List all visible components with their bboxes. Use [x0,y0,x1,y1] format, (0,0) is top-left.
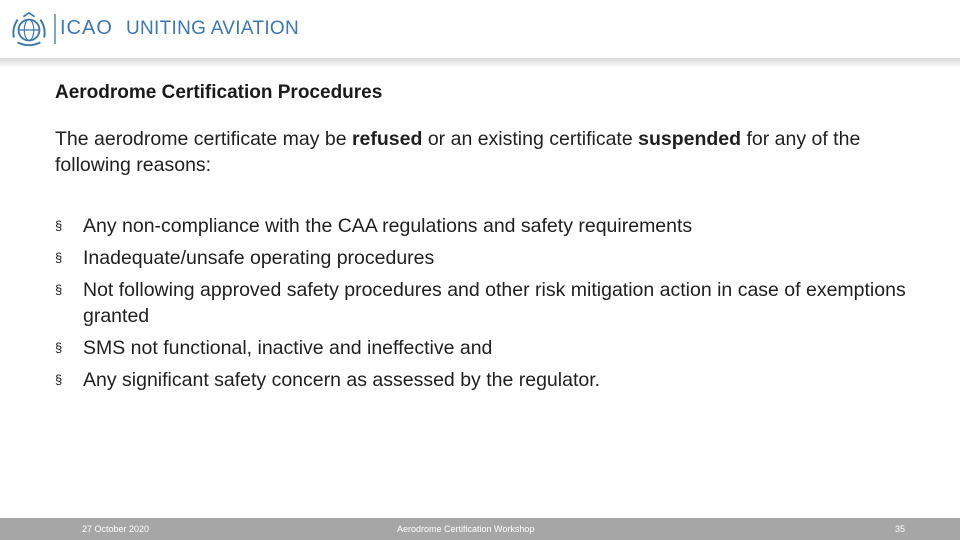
slide-header [0,0,960,58]
slide-title: Aerodrome Certification Procedures [55,82,383,103]
bullet-marker-icon: § [55,340,63,355]
reasons-list [55,213,915,399]
intro-text-3: for any of the following reasons: [55,128,861,176]
list-item-text: Any significant safety concern as assessed by the regulator. [83,369,601,391]
list-item [55,277,915,329]
intro-bold-suspended: suspended [638,128,742,150]
list-item-text: Not following approved safety procedures and other risk mitigation action in case of exemptions granted [83,279,906,327]
list-item [55,213,915,239]
footer-date: 27 October 2020 [82,524,150,534]
bullet-marker-icon: § [55,372,63,387]
list-item [55,335,915,361]
footer-event-name: Aerodrome Certification Workshop [397,524,535,534]
slide-footer [0,518,960,540]
brand-slogan: UNITING AVIATION [126,18,299,39]
page-number: 35 [895,524,906,534]
bullet-marker-icon: § [55,282,63,297]
intro-text-2: or an existing certificate [422,128,639,150]
intro-text-1: The aerodrome certificate may be [55,128,352,150]
list-item-text: SMS not functional, inactive and ineffective and [83,337,493,359]
list-item-text: Inadequate/unsafe operating procedures [83,247,435,269]
list-item [55,367,915,393]
header-shadow [0,58,960,68]
intro-paragraph [55,126,915,178]
list-item-text: Any non-compliance with the CAA regulations and safety requirements [83,215,693,237]
brand-divider [54,14,56,44]
list-item [55,245,915,271]
brand-acronym: ICAO [60,17,113,39]
bullet-marker-icon: § [55,218,63,233]
icao-emblem-icon [10,11,48,49]
bullet-marker-icon: § [55,250,63,265]
intro-bold-refused: refused [351,128,423,150]
